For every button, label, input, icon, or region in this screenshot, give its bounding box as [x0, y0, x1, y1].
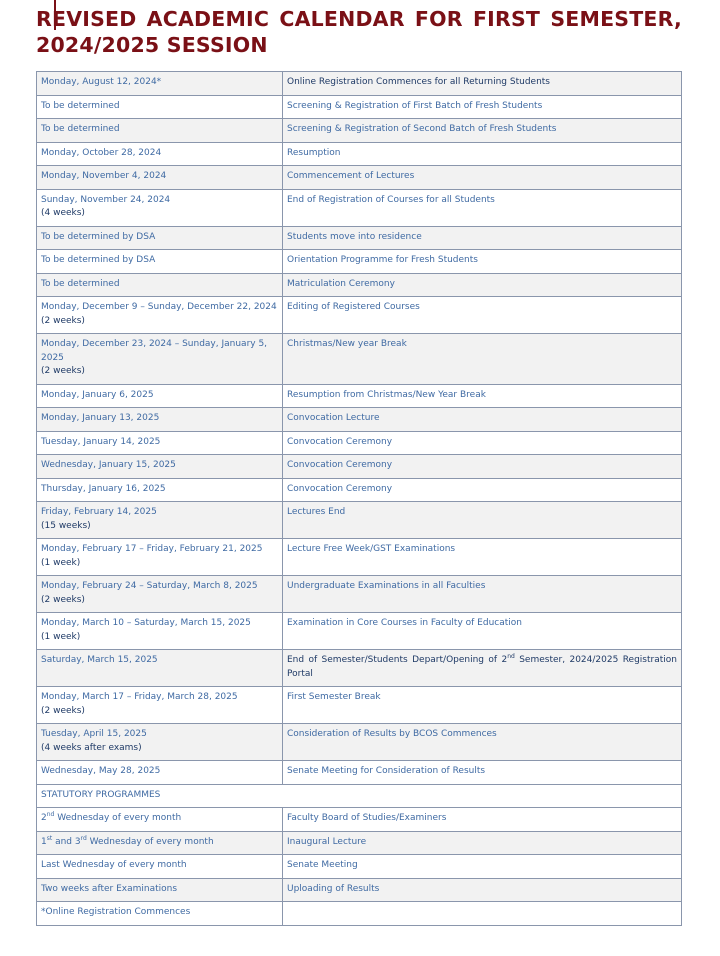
event-cell — [283, 142, 682, 166]
date-cell — [37, 502, 283, 539]
event-cell — [283, 189, 682, 226]
statutory-row — [37, 831, 682, 855]
event-cell — [283, 539, 682, 576]
empty-cell — [283, 902, 682, 926]
date-text: Last Wednesday of every month — [41, 860, 187, 870]
footnote-row — [37, 902, 682, 926]
event-text: Convocation Ceremony — [287, 460, 393, 470]
calendar-row — [37, 384, 682, 408]
footnote-cell — [37, 902, 283, 926]
event-cell — [283, 297, 682, 334]
event-text: Editing of Registered Courses — [287, 302, 420, 312]
date-cell — [37, 189, 283, 226]
date-text: Tuesday, January 14, 2025 — [41, 436, 161, 447]
date-text: 1 — [41, 836, 47, 847]
date-cell — [37, 808, 283, 832]
date-text: Monday, February 17 – Friday, February 21, 2025 — [41, 544, 263, 554]
calendar-row — [37, 119, 682, 143]
date-cell — [37, 384, 283, 408]
date-cell — [37, 119, 283, 143]
event-cell — [283, 250, 682, 274]
statutory-heading: STATUTORY PROGRAMMES — [41, 789, 161, 800]
event-text: First Semester Break — [287, 692, 381, 702]
statutory-row — [37, 855, 682, 879]
event-cell — [283, 384, 682, 408]
statutory-row — [37, 808, 682, 832]
date-text: Wednesday of every month — [54, 813, 182, 823]
calendar-row — [37, 142, 682, 166]
event-text: Online Registration Commences for all Returning Students — [287, 77, 550, 87]
duration-text: (2 weeks) — [41, 366, 85, 376]
event-cell — [283, 576, 682, 613]
event-text: Consideration of Results by BCOS Commences — [287, 729, 497, 739]
date-cell — [37, 455, 283, 479]
event-text: Senate Meeting — [287, 860, 358, 870]
event-text: Convocation Lecture — [287, 413, 380, 423]
event-cell — [283, 408, 682, 432]
calendar-row — [37, 761, 682, 785]
duration-text: (2 weeks) — [41, 705, 85, 716]
date-cell — [37, 408, 283, 432]
event-text: Inaugural Lecture — [287, 836, 367, 847]
event-text: Undergraduate Examinations in all Faculties — [287, 581, 486, 591]
calendar-row — [37, 724, 682, 761]
statutory-heading-row — [37, 784, 682, 808]
event-text: Students move into residence — [287, 231, 422, 242]
date-cell — [37, 431, 283, 455]
statutory-heading-cell — [37, 784, 682, 808]
event-superscript: nd — [507, 653, 515, 660]
event-text: Lecture Free Week/GST Examinations — [287, 544, 456, 554]
date-cell — [37, 855, 283, 879]
date-text: To be determined by DSA — [41, 231, 156, 242]
event-cell — [283, 808, 682, 832]
date-cell — [37, 297, 283, 334]
event-cell — [283, 831, 682, 855]
calendar-row — [37, 478, 682, 502]
event-text: Lectures End — [287, 507, 346, 517]
date-text: Monday, December 23, 2024 – Sunday, January 5, 2025 — [41, 339, 268, 363]
calendar-row — [37, 189, 682, 226]
date-text: To be determined — [41, 100, 120, 111]
event-cell — [283, 613, 682, 650]
calendar-table-body — [37, 72, 682, 926]
date-superscript: rd — [80, 834, 87, 842]
calendar-row — [37, 226, 682, 250]
date-cell — [37, 878, 283, 902]
footnote-text: *Online Registration Commences — [41, 907, 191, 917]
duration-text: (2 weeks) — [41, 315, 85, 326]
date-superscript: st — [46, 834, 53, 842]
event-text: Resumption — [287, 147, 341, 158]
date-text: and 3 — [52, 836, 81, 847]
date-text: Wednesday, May 28, 2025 — [41, 766, 161, 776]
event-text: Convocation Ceremony — [287, 436, 393, 447]
event-text: Convocation Ceremony — [287, 483, 393, 494]
date-text: Wednesday, January 15, 2025 — [41, 460, 176, 470]
date-cell — [37, 576, 283, 613]
calendar-row — [37, 455, 682, 479]
date-text: Two weeks after Examinations — [41, 883, 178, 894]
duration-text: (15 weeks) — [41, 520, 91, 531]
date-text: Monday, November 4, 2024 — [41, 171, 167, 181]
duration-text: (4 weeks) — [41, 208, 85, 218]
date-text: Monday, March 10 – Saturday, March 15, 2025 — [41, 618, 251, 628]
event-text: Resumption from Christmas/New Year Break — [287, 389, 486, 400]
event-text: Matriculation Ceremony — [287, 278, 395, 289]
date-text: 2 — [41, 813, 47, 823]
date-text: Saturday, March 15, 2025 — [41, 655, 158, 665]
event-text: Faculty Board of Studies/Examiners — [287, 813, 447, 823]
event-cell — [283, 431, 682, 455]
duration-text: (1 week) — [41, 557, 81, 568]
date-cell — [37, 72, 283, 96]
date-text: Monday, January 6, 2025 — [41, 389, 154, 400]
event-text: Semester, 2024/2025 Registration Portal — [287, 655, 677, 679]
calendar-row — [37, 273, 682, 297]
calendar-row — [37, 539, 682, 576]
duration-text: (1 week) — [41, 631, 81, 642]
page-title: REVISED ACADEMIC CALENDAR FOR FIRST SEMESTER, 2024/2025 SESSION — [36, 7, 682, 57]
date-cell — [37, 273, 283, 297]
event-text: Orientation Programme for Fresh Students — [287, 255, 478, 265]
event-cell — [283, 502, 682, 539]
event-cell — [283, 273, 682, 297]
date-cell — [37, 650, 283, 687]
event-text: Christmas/New year Break — [287, 339, 407, 349]
duration-text: (2 weeks) — [41, 594, 85, 605]
calendar-row — [37, 613, 682, 650]
date-text: Sunday, November 24, 2024 — [41, 194, 171, 205]
calendar-row — [37, 576, 682, 613]
statutory-row — [37, 878, 682, 902]
event-text: End of Semester/Students Depart/Opening of 2 — [287, 655, 508, 665]
event-cell — [283, 855, 682, 879]
event-cell — [283, 95, 682, 119]
event-cell — [283, 687, 682, 724]
date-cell — [37, 226, 283, 250]
event-cell — [283, 478, 682, 502]
date-cell — [37, 250, 283, 274]
date-cell — [37, 539, 283, 576]
event-cell — [283, 878, 682, 902]
calendar-row — [37, 334, 682, 385]
event-cell — [283, 334, 682, 385]
calendar-row — [37, 650, 682, 687]
date-text: Wednesday of every month — [86, 836, 214, 847]
date-text: Tuesday, April 15, 2025 — [41, 729, 147, 739]
date-text: Monday, August 12, 2024* — [41, 77, 162, 87]
calendar-row — [37, 687, 682, 724]
event-text: End of Registration of Courses for all Students — [287, 194, 495, 205]
date-text: Friday, February 14, 2025 — [41, 507, 157, 517]
calendar-row — [37, 408, 682, 432]
event-text: Screening & Registration of First Batch of Fresh Students — [287, 100, 543, 111]
date-text: To be determined — [41, 278, 120, 289]
duration-text: (4 weeks after exams) — [41, 742, 142, 753]
event-cell — [283, 650, 682, 687]
calendar-row — [37, 297, 682, 334]
date-cell — [37, 142, 283, 166]
event-cell — [283, 226, 682, 250]
date-cell — [37, 478, 283, 502]
date-cell — [37, 613, 283, 650]
date-cell — [37, 687, 283, 724]
calendar-row — [37, 502, 682, 539]
date-text: Monday, December 9 – Sunday, December 22, 2024 — [41, 302, 277, 312]
calendar-row — [37, 166, 682, 190]
date-text: Monday, October 28, 2024 — [41, 147, 162, 158]
date-text: Monday, March 17 – Friday, March 28, 2025 — [41, 692, 238, 702]
event-text: Uploading of Results — [287, 883, 380, 894]
date-cell — [37, 761, 283, 785]
calendar-table — [36, 71, 682, 926]
event-text: Commencement of Lectures — [287, 171, 415, 181]
date-text: Monday, January 13, 2025 — [41, 413, 160, 423]
date-cell — [37, 95, 283, 119]
date-cell — [37, 831, 283, 855]
date-text: To be determined by DSA — [41, 255, 156, 265]
date-superscript: nd — [46, 811, 55, 818]
date-cell — [37, 724, 283, 761]
date-cell — [37, 334, 283, 385]
date-cell — [37, 166, 283, 190]
date-text: Thursday, January 16, 2025 — [41, 483, 166, 494]
event-cell — [283, 724, 682, 761]
calendar-row — [37, 72, 682, 96]
event-cell — [283, 119, 682, 143]
event-text: Senate Meeting for Consideration of Results — [287, 766, 486, 776]
event-cell — [283, 761, 682, 785]
event-text: Screening & Registration of Second Batch of Fresh Students — [287, 124, 557, 134]
event-cell — [283, 72, 682, 96]
event-text: Examination in Core Courses in Faculty of Education — [287, 618, 522, 628]
event-cell — [283, 166, 682, 190]
event-cell — [283, 455, 682, 479]
calendar-row — [37, 95, 682, 119]
date-text: Monday, February 24 – Saturday, March 8, 2025 — [41, 581, 258, 591]
date-text: To be determined — [41, 124, 120, 134]
calendar-row — [37, 431, 682, 455]
calendar-row — [37, 250, 682, 274]
